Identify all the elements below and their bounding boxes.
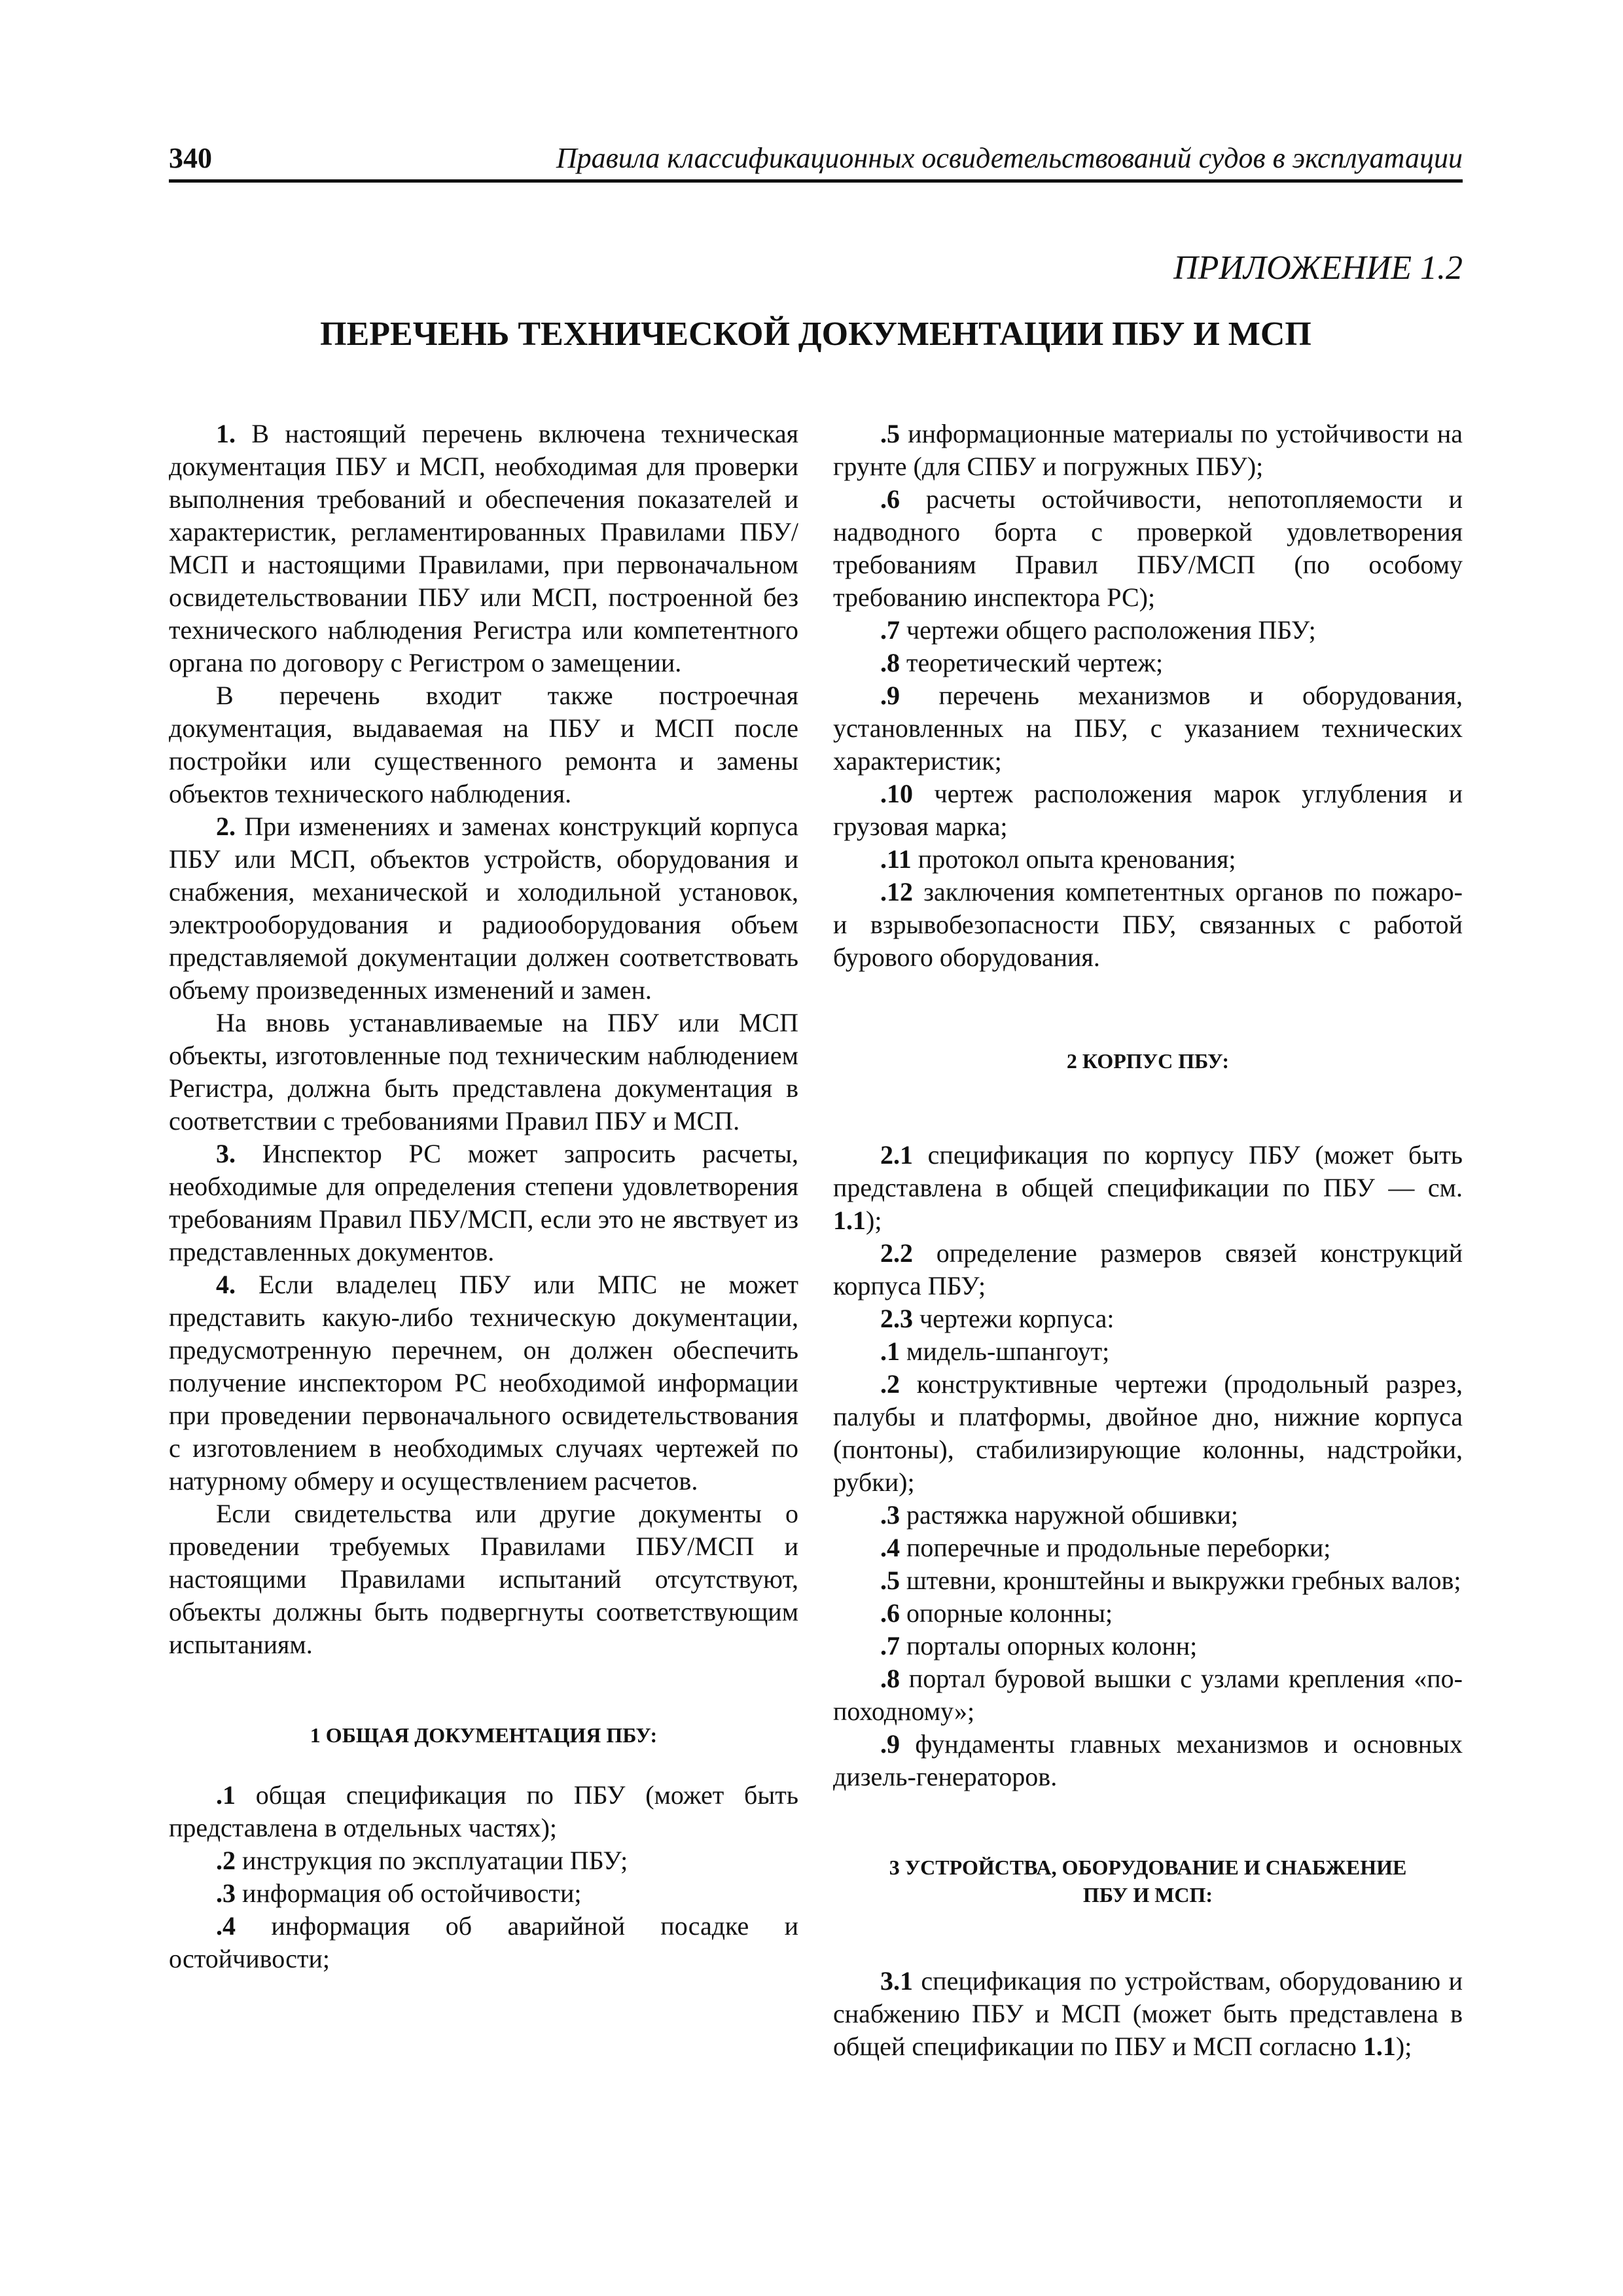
paragraph-number: 3. <box>216 1139 236 1168</box>
list-item: 3.1 спецификация по устройствам, оборудованию и снабжению ПБУ и МСП (может быть представлена в общей спецификации по ПБУ и МСП согласно 1.1); <box>833 1966 1463 2061</box>
list-item: .9 фундаменты главных механизмов и основных дизель-генераторов. <box>833 1729 1463 1791</box>
list-item: .8 портал буровой вышки с узлами крепления «по-походному»; <box>833 1664 1463 1726</box>
paragraph: 1. В настоящий перечень включена техническая документация ПБУ и МСП, необходимая для проверки выполнения требований и обеспечения показателей и характеристик, регламентированных Правилами ПБУ/МСП и настоящими Правилами, при первоначальном освидетельствовании ПБУ или МСП, построенной без технического наблюдения Регистра или компетентного органа по договору с Регистром о замещении. <box>169 419 798 677</box>
list-item: .5 информационные материалы по устойчивости на грунте (для СПБУ и погружных ПБУ); <box>833 419 1463 481</box>
list-item: .3 растяжка наружной обшивки; <box>880 1500 1239 1530</box>
list-item: .2 конструктивные чертежи (продольный разрез, палубы и платформы, двойное дно, нижние корпуса (понтоны), стабилизирующие колонны, надстройки, рубки); <box>833 1369 1463 1497</box>
section-heading: 2 КОРПУС ПБУ: <box>1066 1049 1230 1073</box>
paragraph: 4. Если владелец ПБУ или МПС не может представить какую-либо техническую документации, предусмотренную перечнем, он должен обеспечить получение инспектором РС необходимой информации при проведении первоначального освидетельствования с изготовлением в необходимых случаях чертежей по натурному обмеру и осуществлением расчетов. <box>169 1270 798 1496</box>
right-column <box>833 418 1463 2063</box>
paragraph: В перечень входит также построечная документация, выдаваемая на ПБУ и МСП после постройки или существенного ремонта и замены объектов технического наблюдения. <box>169 681 798 808</box>
list-item: .4 поперечные и продольные переборки; <box>880 1533 1331 1562</box>
list-item: .6 расчеты остойчивости, непотопляемости и надводного борта с проверкой удовлетворения требованиям Правил ПБУ/МСП (по особому требованию инспектора РС); <box>833 484 1463 612</box>
paragraph: На вновь устанавливаемые на ПБУ или МСП объекты, изготовленные под техническим наблюдением Регистра, должна быть представлена документация в соответствии с требованиями Правил ПБУ и МСП. <box>169 1008 798 1136</box>
paragraph-number: 1. <box>216 419 236 448</box>
paragraph: Если свидетельства или другие документы о проведении требуемых Правилами ПБУ/МСП и настоящими Правилами испытаний отсутствуют, объекты должны быть подвергнуты соответствующим испытаниям. <box>169 1499 798 1659</box>
list-item: 2.2 определение размеров связей конструкций корпуса ПБУ; <box>833 1238 1463 1300</box>
list-item: .9 перечень механизмов и оборудования, установленных на ПБУ, с указанием технических характеристик; <box>833 681 1463 776</box>
section-heading: 3 УСТРОЙСТВА, ОБОРУДОВАНИЕ И СНАБЖЕНИЕ ПБУ И МСП: <box>889 1856 1407 1907</box>
paragraph-number: 4. <box>216 1270 236 1299</box>
list-item: .10 чертеж расположения марок углубления и грузовая марка; <box>833 779 1463 841</box>
list-item: .4 информация об аварийной посадке и остойчивости; <box>169 1911 798 1973</box>
paragraph: 3. Инспектор РС может запросить расчеты, необходимые для определения степени удовлетворения требованиям Правил ПБУ/МСП, если это не явствует из представленных документов. <box>169 1139 798 1266</box>
list-item: .12 заключения компетентных органов по пожаро- и взрывобезопасности ПБУ, связанных с работой бурового оборудования. <box>833 877 1463 972</box>
list-item: .5 штевни, кронштейны и выкружки гребных валов; <box>880 1566 1461 1595</box>
left-column <box>169 418 798 1975</box>
list-item: 2.3 чертежи корпуса: <box>880 1304 1115 1333</box>
list-item: 2.1 спецификация по корпусу ПБУ (может быть представлена в общей спецификации по ПБУ — см. 1.1); <box>833 1140 1463 1235</box>
list-item: .1 общая спецификация по ПБУ (может быть представлена в отдельных частях); <box>169 1780 798 1842</box>
list-item: .2 инструкция по эксплуатации ПБУ; <box>216 1846 628 1875</box>
list-item: .3 информация об остойчивости; <box>216 1878 582 1908</box>
list-item: .7 порталы опорных колонн; <box>880 1631 1198 1660</box>
list-item: .8 теоретический чертеж; <box>880 648 1164 677</box>
appendix-label: ПРИЛОЖЕНИЕ 1.2 <box>1173 249 1463 287</box>
list-item: .6 опорные колонны; <box>880 1598 1113 1628</box>
page-number: 340 <box>169 142 212 174</box>
running-title: Правила классификационных освидетельствований судов в эксплуатации <box>556 142 1463 174</box>
page-title: ПЕРЕЧЕНЬ ТЕХНИЧЕСКОЙ ДОКУМЕНТАЦИИ ПБУ И МСП <box>320 315 1311 353</box>
list-item: .1 мидель-шпангоут; <box>880 1336 1110 1366</box>
list-item: .7 чертежи общего расположения ПБУ; <box>880 615 1316 645</box>
section-heading: 1 ОБЩАЯ ДОКУМЕНТАЦИЯ ПБУ: <box>310 1723 658 1747</box>
list-item: .11 протокол опыта кренования; <box>880 844 1236 874</box>
page-header <box>169 139 1463 183</box>
paragraph: 2. При изменениях и заменах конструкций корпуса ПБУ или МСП, объектов устройств, оборудования и снабжения, механической и холодильной установок, электрооборудования и радиооборудования объем представляемой документации должен соответствовать объему произведенных изменений и замен. <box>169 812 798 1005</box>
paragraph-number: 2. <box>216 812 236 841</box>
